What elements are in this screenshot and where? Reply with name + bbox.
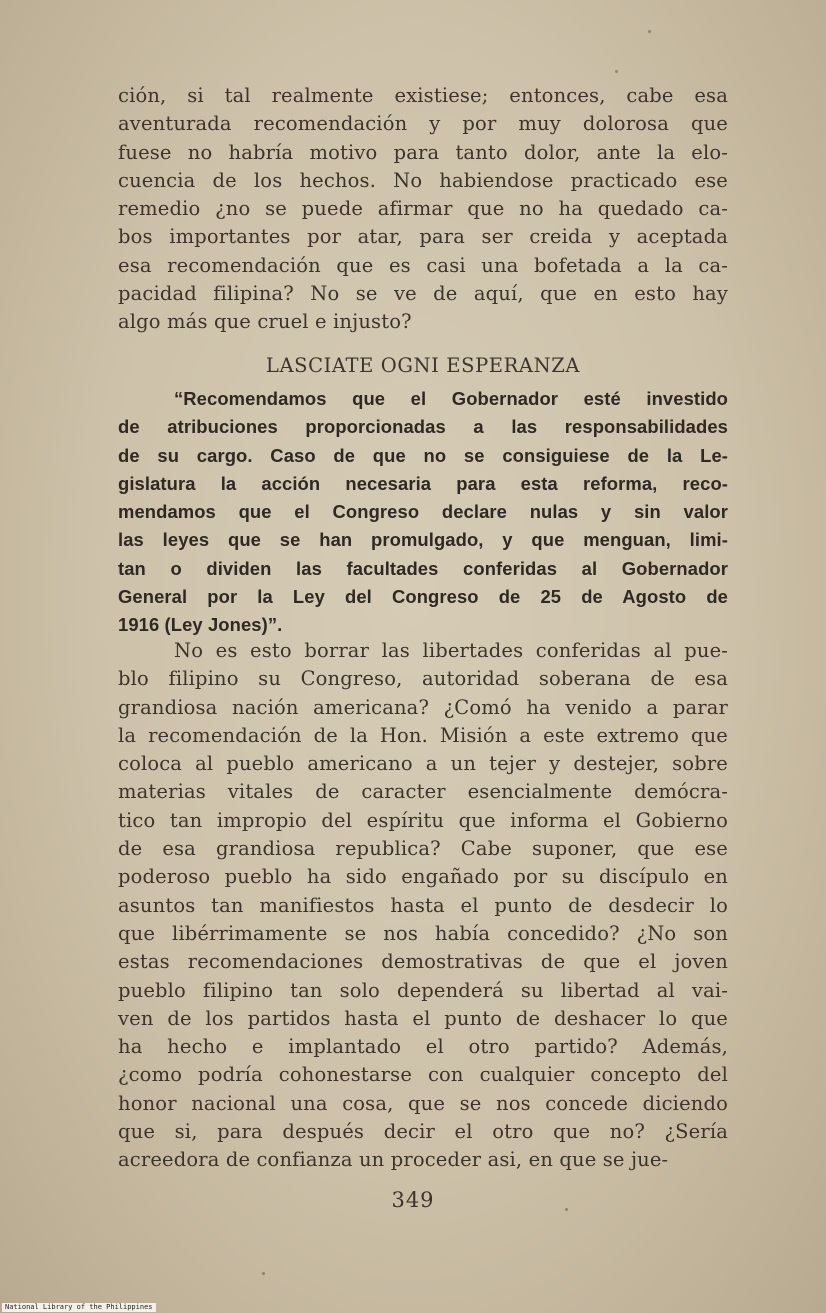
quote-line: mendamos que el Congreso declare nulas y sin valor [118, 501, 728, 523]
paragraph-2-line: asuntos tan manifiestos hasta el punto de desdecir lo [118, 893, 728, 917]
paragraph-2-line: tico tan impropio del espíritu que informa el Gobierno [118, 808, 728, 832]
bold-quotation [118, 385, 728, 640]
paragraph-2-line: que si, para después decir el otro que no? ¿Sería [118, 1120, 728, 1144]
paragraph-2-line: blo filipino su Congreso, autoridad soberana de esa [118, 667, 728, 691]
paragraph-2-line: estas recomendaciones demostrativas de que el joven [118, 950, 728, 974]
quote-line: “Recomendamos que el Gobernador esté investido [174, 388, 728, 409]
paragraph-1-line: ción, si tal realmente existiese; entonces, cabe esa [118, 84, 728, 107]
paragraph-1-line: fuese no habría motivo para tanto dolor, ante la elo- [118, 140, 728, 164]
paragraph-1-line: algo más que cruel e injusto? [118, 310, 412, 334]
quote-line: las leyes que se han promulgado, y que menguan, limi- [118, 529, 728, 551]
paragraph-1-line: cuencia de los hechos. No habiendose practicado ese [118, 168, 728, 192]
paragraph-1-line: bos importantes por atar, para ser creida y aceptada [118, 225, 728, 249]
paragraph-2-line: de esa grandiosa republica? Cabe suponer, que ese [118, 837, 728, 861]
paragraph-2-line: ven de los partidos hasta el punto de deshacer lo que [118, 1006, 728, 1030]
paragraph-2-line: pueblo filipino tan solo dependerá su libertad al vai- [118, 978, 728, 1002]
quote-line: gislatura la acción necesaria para esta reforma, reco- [118, 472, 728, 494]
paragraph-2-line: poderoso pueblo ha sido engañado por su discípulo en [118, 865, 728, 889]
paragraph-2-line: No es esto borrar las libertades conferidas al pue- [174, 639, 728, 662]
paper-speck [615, 70, 618, 73]
quote-line: de atribuciones proporcionadas a las responsabilidades [118, 416, 728, 438]
quote-line: de su cargo. Caso de que no se consiguiese de la Le- [118, 444, 728, 466]
quote-line: tan o dividen las facultades conferidas al Gobernador [118, 557, 728, 579]
paragraph-2-line: materias vitales de caracter esencialmente demócra- [118, 780, 728, 804]
quote-line: 1916 (Ley Jones)”. [118, 614, 283, 636]
paragraph-2-line: ha hecho e implantado el otro partido? Además, [118, 1035, 728, 1059]
paper-speck [262, 1272, 265, 1275]
library-watermark: National Library of the Philippines [2, 1303, 156, 1312]
paragraph-2-line: que libérrimamente se nos había concedido? ¿No son [118, 921, 728, 945]
paper-speck [648, 30, 651, 33]
paragraph-1 [118, 82, 728, 337]
paragraph-2-line: coloca al pueblo americano a un tejer y destejer, sobre [118, 752, 728, 776]
paper-speck [565, 1208, 568, 1211]
paragraph-2-line: la recomendación de la Hon. Misión a este extremo que [118, 723, 728, 747]
quote-line: General por la Ley del Congreso de 25 de Agosto de [118, 586, 728, 608]
paragraph-2-line: acreedora de confianza un proceder asi, en que se jue- [118, 1148, 669, 1172]
paragraph-1-line: pacidad filipina? No se ve de aquí, que en esto hay [118, 282, 728, 306]
paragraph-1-line: remedio ¿no se puede afirmar que no ha quedado ca- [118, 197, 728, 221]
paragraph-2 [118, 637, 728, 1175]
page-number: 349 [391, 1188, 435, 1212]
paragraph-1-line: esa recomendación que es casi una bofetada a la ca- [118, 253, 728, 277]
section-heading: LASCIATE OGNI ESPERANZA [265, 354, 581, 377]
paragraph-2-line: grandiosa nación americana? ¿Comó ha venido a parar [118, 695, 728, 719]
paragraph-2-line: honor nacional una cosa, que se nos concede diciendo [118, 1091, 728, 1115]
paragraph-1-line: aventurada recomendación y por muy dolorosa que [118, 112, 728, 136]
paragraph-2-line: ¿como podría cohonestarse con cualquier concepto del [118, 1063, 728, 1087]
